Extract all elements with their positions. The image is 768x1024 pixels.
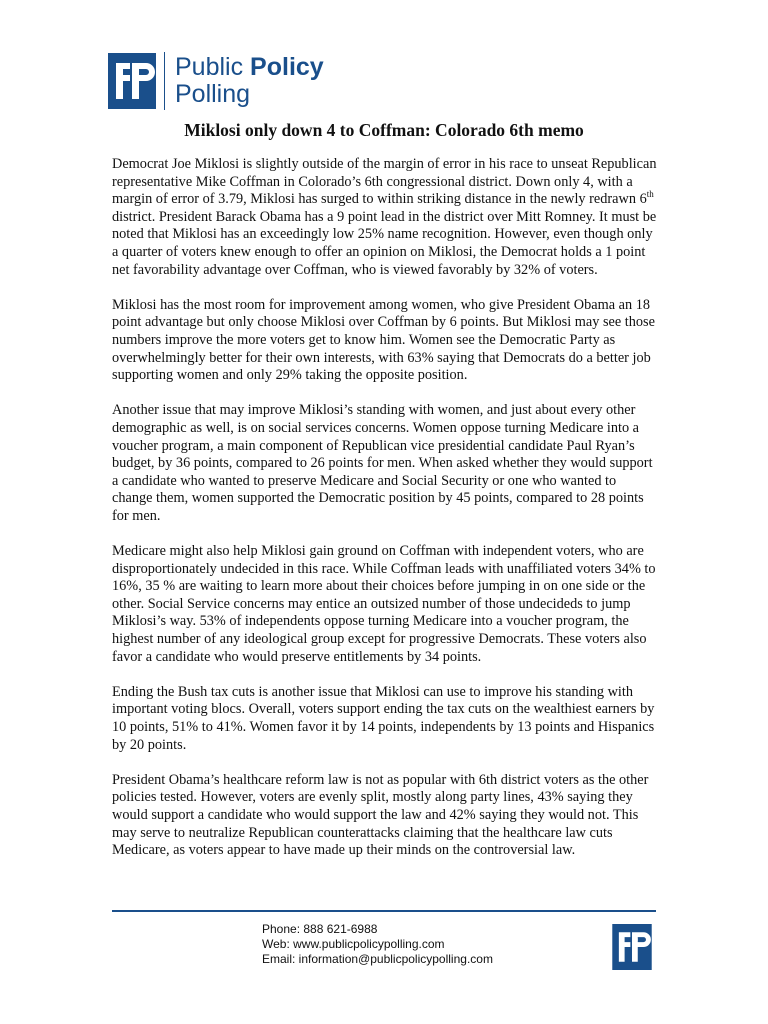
paragraph-1-part-a: Democrat Joe Miklosi is slightly outside of the margin of error in his race to unseat Republican representative Mike Coffman in Colorado’s 6th congressional district. Down only 4, with a margin of error of 3.79, Miklosi has surged to within striking distance in the newly redrawn 6	[112, 156, 657, 208]
memo-title: Miklosi only down 4 to Coffman: Colorado 6th memo	[184, 120, 584, 140]
paragraph-1	[112, 156, 660, 279]
logo-wordmark	[175, 54, 324, 108]
ppp-logo-icon	[108, 53, 156, 109]
logo-public: Public	[175, 53, 251, 81]
contact-email[interactable]: Email: information@publicpolicypolling.com	[262, 952, 493, 966]
contact-phone: Phone: 888 621-6988	[262, 922, 378, 936]
logo-polling: Polling	[175, 80, 251, 108]
memo-body	[112, 156, 660, 877]
paragraph-3: Another issue that may improve Miklosi’s standing with women, and just about every other demographic as well, is on social services concerns. Women oppose turning Medicare into a voucher program, a main component of Republican vice presidential candidate Paul Ryan’s budget, by 36 points, compared to 26 points for men. When asked whether they would support a candidate who wanted to preserve Medicare and Social Security or one who wanted to change them, women supported the Democratic position by 45 points, compared to 28 points for men.	[112, 402, 653, 524]
paragraph-6: President Obama’s healthcare reform law is not as popular with 6th district voters as the other policies tested. However, voters are evenly split, mostly along party lines, 43% saying they would support a candidate who would support the law and 42% saying they would not. This may serve to neutralize Republican counterattacks claiming that the healthcare law cuts Medicare, as voters appear to have made up their minds on the controversial law.	[112, 771, 649, 859]
contact-web[interactable]: Web: www.publicpolicypolling.com	[262, 937, 445, 951]
contact-info	[262, 922, 493, 967]
footer-divider	[112, 910, 656, 912]
logo-line1	[175, 54, 324, 81]
ppp-logo	[108, 50, 324, 112]
ppp-footer-logo-icon	[612, 924, 652, 970]
paragraph-4: Medicare might also help Miklosi gain ground on Coffman with independent voters, who are disproportionately undecided in this race. While Coffman leads with unaffiliated voters 34% to 16%, 35 % are waiting to learn more about their choices before jumping in on one side or the other. Social Service concerns may entice an outsized number of those undecideds to jump Miklosi’s way. 53% of independents oppose turning Medicare into a voucher program, the highest number of any ideological group except for progressive Democrats. These voters also favor a candidate who would preserve entitlements by 34 points.	[112, 543, 656, 665]
superscript-th: th	[646, 189, 654, 200]
logo-divider	[164, 52, 165, 110]
paragraph-1-part-b: district. President Barack Obama has a 9 point lead in the district over Mitt Romney. It must be noted that Miklosi has an exceedingly low 25% name recognition. However, even though only a quarter of voters knew enough to offer an opinion on Miklosi, the Democrat holds a 1 point net favorability advantage over Coffman, who is viewed favorably by 32% of voters.	[112, 208, 657, 278]
paragraph-2: Miklosi has the most room for improvement among women, who give President Obama an 18 point advantage but only choose Miklosi over Coffman by 6 points. But Miklosi may see those numbers improve the more voters get to know him. Women see the Democratic Party as overwhelmingly better for their own interests, with 63% saying that Democrats do a better job supporting women and only 29% taking the opposite position.	[112, 296, 655, 384]
paragraph-5: Ending the Bush tax cuts is another issue that Miklosi can use to improve his standing with important voting blocs. Overall, voters support ending the tax cuts on the wealthiest earners by 10 points, 51% to 41%. Women favor it by 14 points, independents by 13 points and Hispanics by 20 points.	[112, 683, 655, 753]
logo-policy: Policy	[250, 53, 324, 81]
